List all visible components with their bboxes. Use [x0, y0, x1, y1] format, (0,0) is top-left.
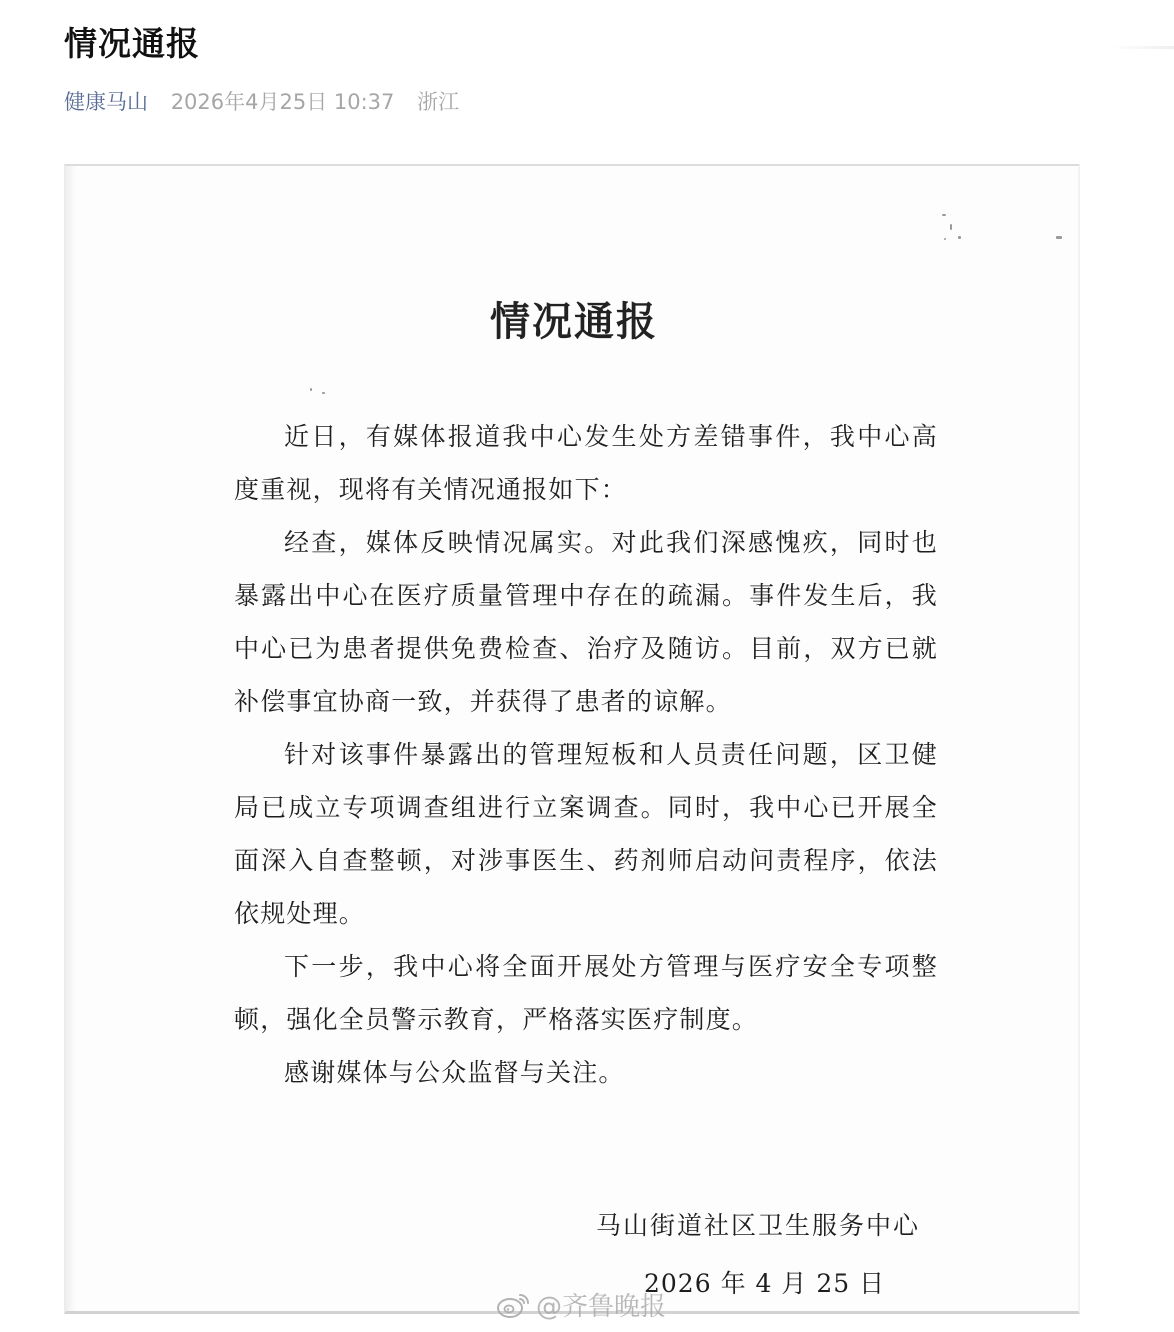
scan-speck [310, 388, 312, 391]
document-paragraph: 感谢媒体与公众监督与关注。 [284, 1058, 625, 1087]
scan-speck [942, 214, 946, 216]
document-date: 2026 年 4 月 25 日 [644, 1269, 886, 1298]
scan-speck [944, 238, 946, 240]
publish-time: 2026年4月25日 10:37 [170, 90, 395, 114]
article-title: 情况通报 [64, 24, 200, 63]
article-meta [64, 86, 459, 116]
weibo-icon [496, 1291, 530, 1319]
top-divider [1110, 46, 1174, 49]
watermark-text: @齐鲁晚报 [536, 1292, 667, 1322]
document-title: 情况通报 [490, 299, 658, 345]
document-paragraph: 经查，媒体反映情况属实。对此我们深感愧疚，同时也暴露出中心在医疗质量管理中存在的疏漏。事件发生后，我中心已为患者提供免费检查、治疗及随访。目前，双方已就补偿事宜协商一致，并获得了患者的谅解。 [234, 528, 938, 716]
document-paragraph: 针对该事件暴露出的管理短板和人员责任问题，区卫健局已成立专项调查组进行立案调查。同时，我中心已开展全面深入自查整顿，对涉事医生、药剂师启动问责程序，依法依规处理。 [234, 740, 938, 928]
document-paragraph: 近日，有媒体报道我中心发生处方差错事件，我中心高度重视，现将有关情况通报如下： [234, 422, 938, 504]
document-signature: 马山街道社区卫生服务中心 [596, 1211, 921, 1240]
document-paragraph: 下一步，我中心将全面开展处方管理与医疗安全专项整顿，强化全员警示教育，严格落实医疗制度。 [234, 952, 938, 1034]
scan-speck [950, 224, 952, 230]
scan-speck [322, 392, 325, 394]
scan-speck [1056, 236, 1062, 239]
watermark [496, 1286, 666, 1323]
document-body [234, 410, 938, 1099]
document-image[interactable] [64, 164, 1080, 1314]
scan-speck [958, 236, 961, 239]
publish-location: 浙江 [417, 90, 460, 114]
account-name-link[interactable]: 健康马山 [64, 90, 148, 114]
